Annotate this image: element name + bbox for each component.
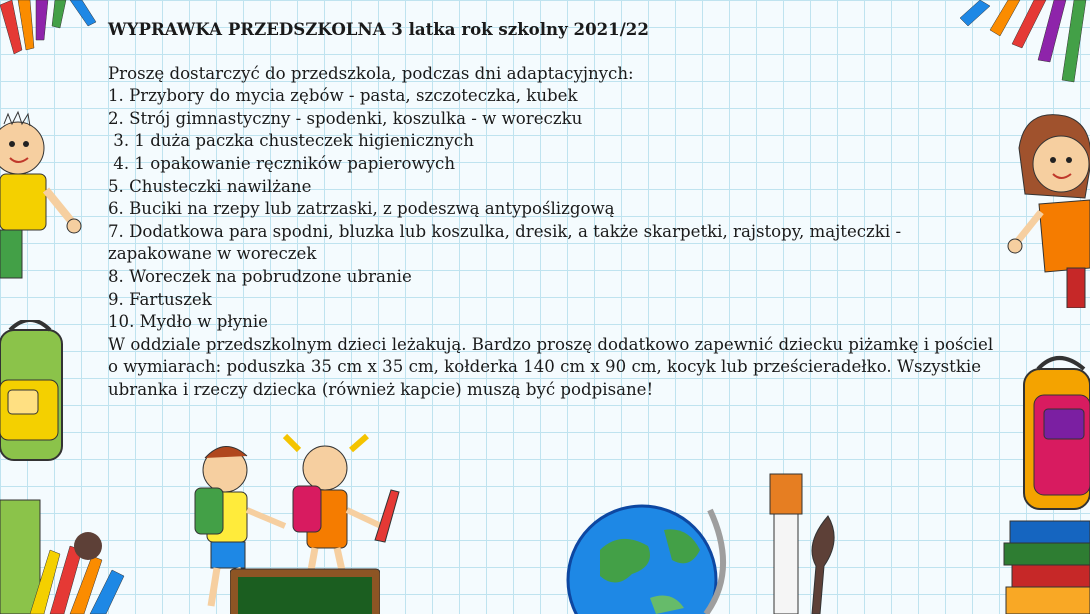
globe-icon (560, 490, 740, 614)
list-item: 5. Chusteczki nawilżane (108, 176, 312, 196)
list-item: 1. Przybory do mycia zębów - pasta, szczoteczka, kubek (108, 86, 578, 106)
list-item: 10. Mydło w płynie (108, 312, 268, 332)
supply-list (108, 85, 1008, 334)
boy-cartoon-icon (0, 110, 90, 290)
green-backpack-icon (0, 320, 70, 470)
chalkboard-icon (230, 565, 380, 614)
document-body (108, 18, 1008, 402)
list-item: 4. 1 opakowanie ręczników papierowych (108, 153, 456, 173)
paintbrush-icon (752, 470, 852, 614)
document-title: WYPRAWKA PRZEDSZKOLNA 3 latka rok szkolny 2021/22 (108, 19, 649, 39)
list-item: 2. Strój gimnastyczny - spodenki, koszulka - w woreczku (108, 108, 583, 128)
list-item: 6. Buciki na rzepy lub zatrzaski, z podeszwą antypoślizgową (108, 199, 615, 219)
list-item: 9. Fartuszek (108, 289, 212, 309)
list-item: 3. 1 duża paczka chusteczek higienicznych (108, 131, 474, 151)
list-item: 8. Woreczek na pobrudzone ubranie (108, 266, 412, 286)
pencils-bottom-left-icon (0, 490, 130, 614)
list-item: 7. Dodatkowa para spodni, bluzka lub koszulka, dresik, a także skarpetki, rajstopy, majteczki - zapakowane w woreczek (108, 221, 902, 264)
note-paragraph: W oddziale przedszkolnym dzieci leżakują. Bardzo proszę dodatkowo zapewnić dziecku piżamkę i pościel o wymiarach: poduszka 35 cm x 35 cm, kołderka 140 cm x 90 cm, kocyk lub prześcieradełko. Wszystkie ubranka i rzeczy dziecka (również kapcie) muszą być podpisane! (108, 334, 994, 399)
pink-backpack-icon (1018, 355, 1090, 515)
crayons-top-left-icon (0, 0, 110, 70)
intro-line: Proszę dostarczyć do przedszkola, podczas dni adaptacyjnych: (108, 63, 634, 83)
books-stack-icon (1000, 515, 1090, 614)
girl-cartoon-icon (1005, 108, 1090, 308)
